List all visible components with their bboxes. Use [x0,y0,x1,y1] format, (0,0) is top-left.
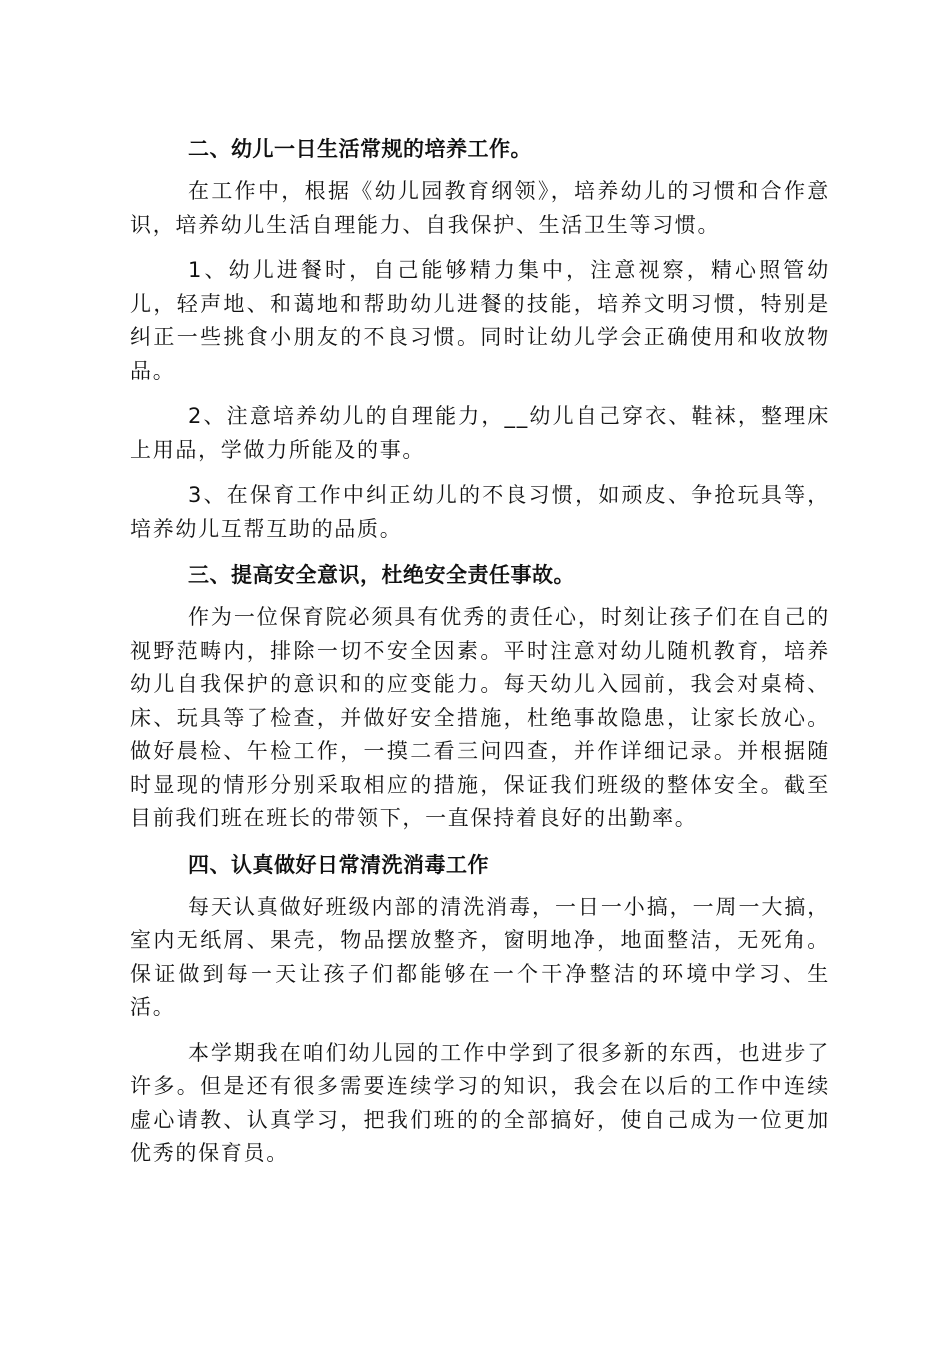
paragraph: 在工作中，根据《幼儿园教育纲领》，培养幼儿的习惯和合作意识，培养幼儿生活自理能力、自我保护、生活卫生等习惯。 [130,179,830,237]
paragraph: 3、在保育工作中纠正幼儿的不良习惯，如顽皮、争抢玩具等，培养幼儿互帮互助的品质。 [130,483,830,541]
paragraph: 1、幼儿进餐时，自己能够精力集中，注意视察，精心照管幼儿，轻声地、和蔼地和帮助幼儿进餐的技能，培养文明习惯，特别是纠正一些挑食小朋友的不良习惯。同时让幼儿学会正确使用和收放物品。 [130,258,830,383]
paragraph: 每天认真做好班级内部的清洗消毒，一日一小搞，一周一大搞，室内无纸屑、果壳，物品摆放整齐，窗明地净，地面整洁，无死角。保证做到每一天让孩子们都能够在一个干净整洁的环境中学习、生活。 [130,894,830,1019]
paragraph: 作为一位保育院必须具有优秀的责任心，时刻让孩子们在自己的视野范畴内，排除一切不安全因素。平时注意对幼儿随机教育，培养幼儿自我保护的意识和的应变能力。每天幼儿入园前，我会对桌椅、床、玩具等了检查，并做好安全措施，杜绝事故隐患，让家长放心。做好晨检、午检工作，一摸二看三问四查，并作详细记录。并根据随时显现的情形分别采取相应的措施，保证我们班级的整体安全。截至目前我们班在班长的带领下，一直保持着良好的出勤率。 [130,605,830,830]
section-heading: 二、幼儿一日生活常规的培养工作。 [188,137,532,161]
document-body [130,132,830,1183]
paragraph: 本学期我在咱们幼儿园的工作中学到了很多新的东西，也进步了许多。但是还有很多需要连续学习的知识，我会在以后的工作中连续虚心请教、认真学习，把我们班的的全部搞好，使自己成为一位更加优秀的保育员。 [130,1040,830,1165]
paragraph: 2、注意培养幼儿的自理能力，__幼儿自己穿衣、鞋袜，整理床上用品，学做力所能及的事。 [130,404,830,462]
section-heading: 四、认真做好日常清洗消毒工作 [188,852,489,877]
section-heading: 三、提高安全意识，杜绝安全责任事故。 [188,563,575,587]
